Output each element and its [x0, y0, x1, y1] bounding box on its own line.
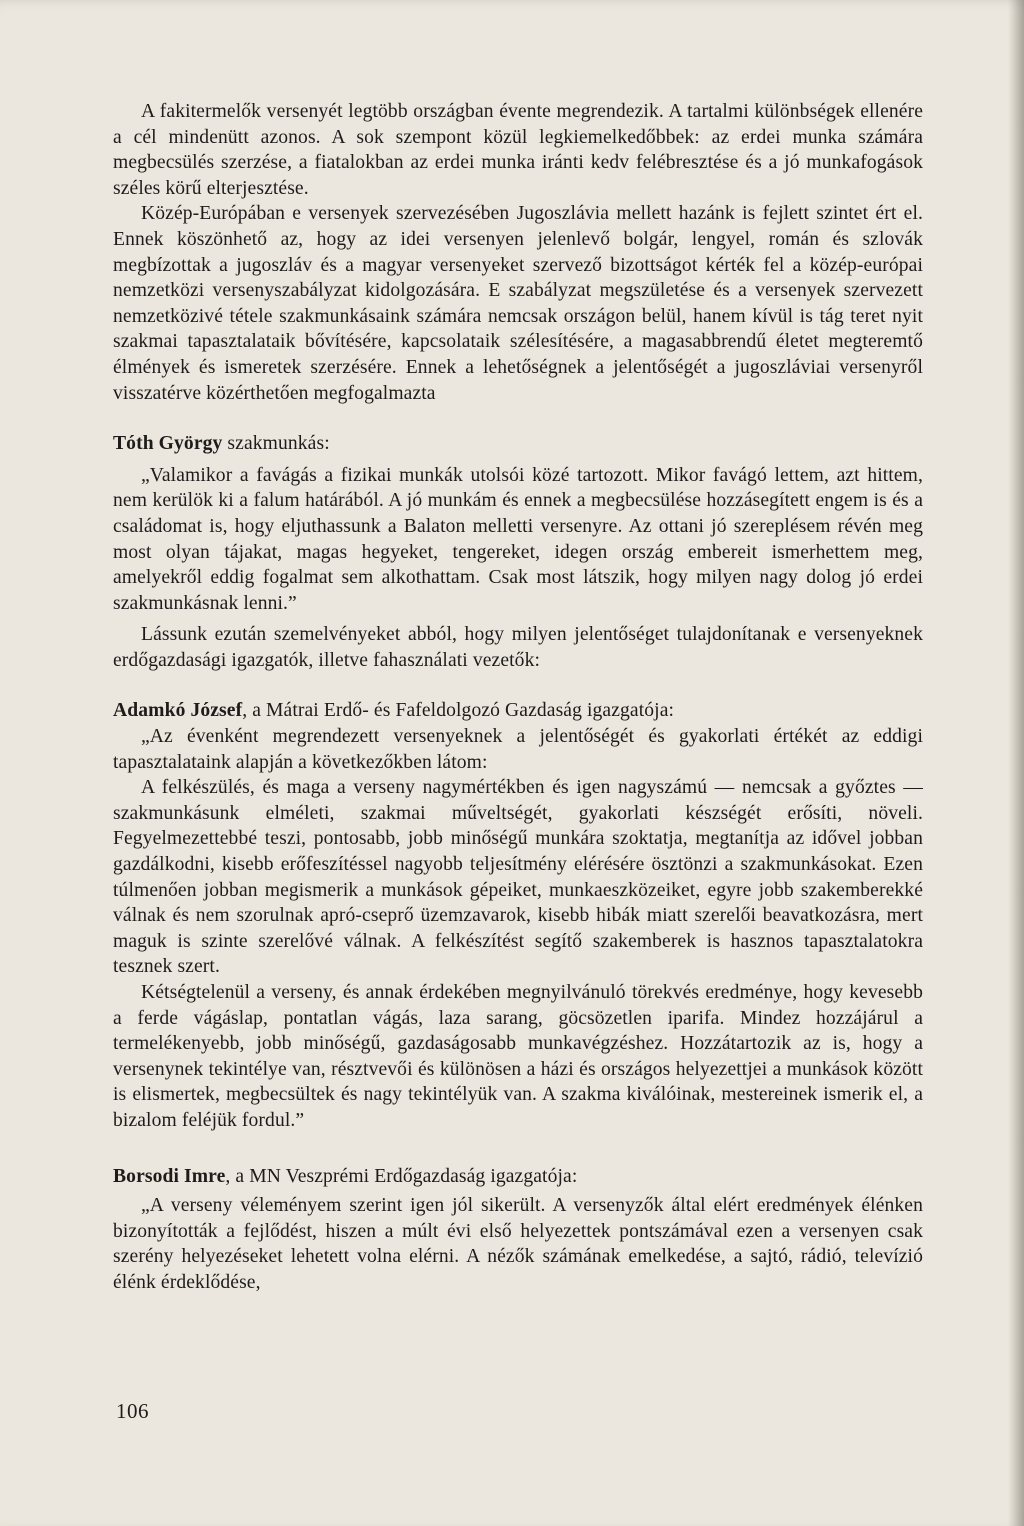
speaker-name: Tóth György: [113, 433, 223, 455]
intro-paragraph-2: Közép-Európában e versenyek szervezésében Jugoszlávia mellett hazánk is fejlett szintet ért el. Ennek köszönhető az, hogy az idei versenyen jelenlevő bolgár, lengyel, román és szlovák megbízottak a jugoszláv és a magyar versenyeket szervező bizottságot kérték fel a közép-európai nemzetközi versenyszabályzat kidolgozására. E szabályzat megszületése és a versenyek szervezett nemzetközivé tétele szakmunkásaink számára nemcsak országon belül, hanem kívül is tág teret nyit szakmai tapasztalataik bővítésére, kapcsolataik szélesítésére, a magasabbrendű életet megteremtő élmények és ismeretek szerzésére. Ennek a lehetőségnek a jelentőségét a jugoszláviai versenyről visszatérve közérthetően megfogalmazta: [113, 203, 923, 404]
transition-paragraph: Lássunk ezután szemelvényeket abból, hogy milyen jelentőséget tulajdonítanak e versenyeknek erdőgazdasági igazgatók, illetve fahasználati vezetők:: [113, 624, 923, 671]
quote-paragraph: Kétségtelenül a verseny, és annak érdekében megnyilvánuló törekvés eredménye, hogy kevesebb a ferde vágáslap, pontatlan vágás, laza sarang, göcsözetlen iparifa. Mindez hozzájárul a termelékenyebb, jobb minőségű, gazdaságosabb munkavégzéshez. Hozzátartozik az is, hogy a versenynek tekintélye van, résztvevői és különösen a házi és országos helyezettjei a munkások között is elismertek, megbecsültek és nagy tekintélyük van. A szakma kiválóinak, mestereinek ismerik el, a bizalom feléjük fordul.”: [113, 982, 923, 1131]
body-text: [113, 99, 923, 1296]
quote-paragraph: „Valamikor a favágás a fizikai munkák utolsói közé tartozott. Mikor favágó lettem, azt hittem, nem kerülök ki a falum határából. A jó munkám és ennek a megbecsülése hozzásegített engem is és a családomat is, hogy eljuthassunk a Balaton melletti versenyre. Az ottani jó szereplésem révén meg most olyan tájakat, magas hegyeket, tengereket, idegen ország embereit ismerhettem meg, amelyekről eddig fogalmat sem alkothattam. Csak most látszik, hogy milyen nagy dolog jó erdei szakmunkásnak lenni.”: [113, 464, 923, 614]
quote-paragraph: A felkészülés, és maga a verseny nagymértékben és igen nagyszámú — nemcsak a győztes — szakmunkásunk elméleti, szakmai műveltségét, gyakorlati készségét erősíti, növeli. Fegyelmezettebbé teszi, pontosabb, jobb minőségű munkára szoktatja, megtanítja az idővel jobban gazdálkodni, kisebb erőfeszítéssel nagyobb teljesítmény elérésére ösztönzi a szakmunkásokat. Ezen túlmenően jobban megismerik a munkások gépeiket, munkaeszközeiket, egyre jobb szakemberekké válnak és nem szorulnak apró-cseprő üzemzavarok, kisebb hibák miatt szerelői beavatkozásra, mert maguk is szinte szerelővé válnak. A felkészítést segítő szakemberek is hasznos tapasztalatokra tesznek szert.: [113, 777, 923, 978]
page-number: 106: [116, 1399, 149, 1423]
speaker-heading-borsodi: [113, 1164, 923, 1190]
speaker-heading-toth: [113, 431, 923, 457]
speaker-role: , a MN Veszprémi Erdőgazdaság igazgatója:: [225, 1165, 578, 1187]
speaker-name: Borsodi Imre: [113, 1165, 226, 1187]
quote-paragraph: „A verseny véleményem szerint igen jól sikerült. A versenyzők által elért eredmények élénken bizonyították a fejlődést, hiszen a múlt évi első helyezettek pontszámával ezen a versenyen csak szerény helyezéseket lehetett volna elérni. A nézők számának emelkedése, a sajtó, rádió, televízió élénk érdeklődése,: [113, 1195, 923, 1293]
speaker-heading-adamko: [113, 698, 923, 724]
quote-paragraph: „Az évenként megrendezett versenyeknek a jelentőségét és gyakorlati értékét az eddigi tapasztalataink alapján a következőkben látom:: [113, 726, 923, 773]
speaker-name: Adamkó József: [113, 700, 243, 722]
intro-paragraph-1: A fakitermelők versenyét legtöbb országban évente megrendezik. A tartalmi különbségek ellenére a cél mindenütt azonos. A sok szempont közül legkiemelkedőbbek: az erdei munka számára megbecsülés szerzése, a fiatalokban az erdei munka iránti kedv felébresztése és a jó munkafogások széles körű elterjesztése.: [113, 101, 923, 199]
speaker-role: , a Mátrai Erdő- és Fafeldolgozó Gazdaság igazgatója:: [242, 700, 675, 722]
speaker-role: szakmunkás:: [222, 433, 330, 455]
